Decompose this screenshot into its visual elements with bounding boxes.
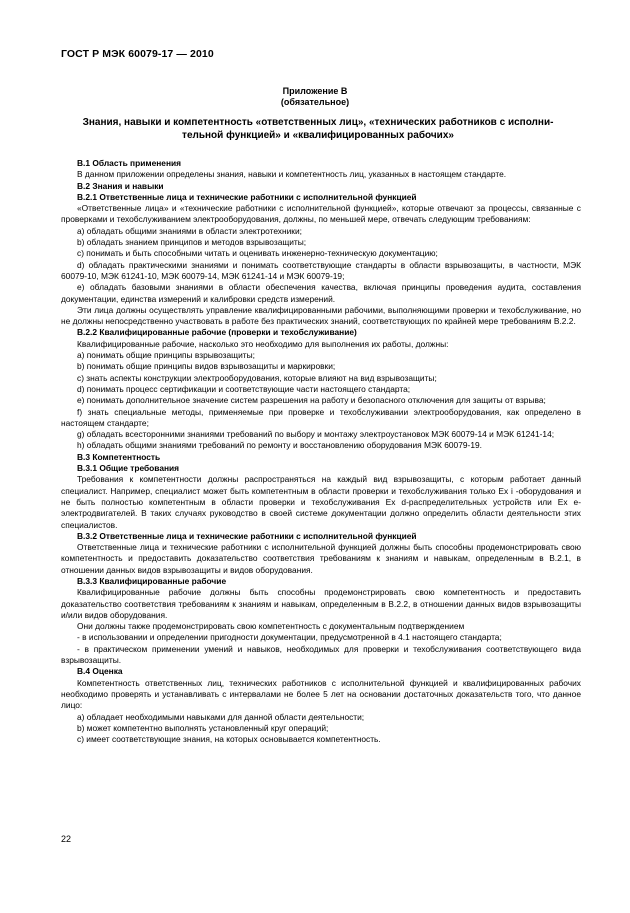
paragraph: Квалифицированные рабочие должны быть способны продемонстрировать свою компетентность и предоставить доказательство соответствия требованиям к знаниям и навыкам, определенным в В.2.2, в отношении данных видов взрывозащиты и/или видов оборудования. — [61, 587, 581, 620]
appendix-status: (обязательное) — [280, 97, 350, 107]
paragraph: Компетентность ответственных лиц, технических работников с исполнительной функцией и квалифицированных рабочих необходимо проверять и устанавливать с интервалами не более 5 лет на основании достаточных доказательств того, что данное лицо: — [61, 677, 581, 711]
paragraph: «Ответственные лица» и «технические работники с исполнительной функцией», которые отвечают за процессы, связанные с проверками и техобслуживанием электрооборудования, должны, по меньшей мере, отвечать следующим требованиям: — [61, 203, 581, 225]
paragraph: b) понимать общие принципы видов взрывозащиты и маркировки; — [77, 361, 336, 372]
paragraph: Требования к компетентности должны распространяться на каждый вид взрывозащиты, с которым работает данный специалист. Например, специалист может быть компетентным в области проверки и техобслуживания только Ех i -оборудования и не быть полностью компетентным в области проверки и техобслуживания Ех d-распределительных устройств или Ех е-электродвигателей. В таких случаях руководство в своей системе документации должно определить области деятельности этих специалистов. — [61, 474, 581, 530]
section-heading: В.2.1 Ответственные лица и технические работники с исполнительной функцией — [77, 191, 417, 202]
document-body — [61, 158, 581, 745]
section-heading: В.4 Оценка — [77, 666, 123, 677]
paragraph: c) имеет соответствующие знания, на которых основывается компетентность. — [77, 734, 381, 745]
paragraph: Квалифицированные рабочие, насколько это необходимо для выполнения их работы, должны: — [77, 338, 449, 349]
paragraph: Они должны также продемонстрировать свою компетентность с документальным подтверждением — [77, 621, 465, 632]
paragraph: b) может компетентно выполнять установленный круг операций; — [77, 722, 329, 733]
paragraph: c) понимать и быть способными читать и оценивать инженерно-техническую документацию; — [77, 248, 438, 259]
page-number: 22 — [61, 834, 72, 844]
paragraph: e) понимать дополнительное значение систем разрешения на работу и безопасного отключения для защиты от взрыва; — [77, 395, 546, 406]
main-title — [68, 116, 568, 142]
paragraph: - в использовании и определении пригодности документации, предусмотренной в 4.1 настоящего стандарта; — [77, 632, 502, 643]
appendix-title: Приложение В — [282, 86, 348, 96]
section-heading: В.2 Знания и навыки — [77, 180, 164, 191]
section-heading: В.3 Компетентность — [77, 451, 161, 462]
paragraph: f) знать специальные методы, применяемые при проверке и техобслуживании электрооборудования, как определено в настоящем стандарте; — [61, 406, 581, 428]
paragraph: Ответственные лица и технические работники с исполнительной функцией должны быть способны продемонстрировать свою компетентность и предоставить доказательство соответствия требованиям к знаниям и навыкам, определенным в В.2.1, в отношении данных видов взрывозащиты и видов оборудования. — [61, 542, 581, 575]
paragraph: a) понимать общие принципы взрывозащиты; — [77, 350, 255, 361]
paragraph: b) обладать знанием принципов и методов взрывозащиты; — [77, 237, 307, 248]
paragraph: c) знать аспекты конструкции электрооборудования, которые влияют на вид взрывозащиты; — [77, 372, 437, 383]
paragraph: a) обладает необходимыми навыками для данной области деятельности; — [77, 711, 365, 722]
paragraph: h) обладать общими знаниями требований по ремонту и восстановлению оборудования МЭК 60079-19. — [77, 440, 482, 451]
paragraph: d) понимать процесс сертификации и соответствующие части настоящего стандарта; — [77, 383, 411, 394]
section-heading: В.3.2 Ответственные лица и технические работники с исполнительной функцией — [77, 530, 417, 541]
main-title-line: Знания, навыки и компетентность «ответственных лиц», «технических работников с исполни- — [82, 117, 554, 128]
section-heading: В.1 Область применения — [77, 158, 182, 168]
main-title-line: тельной функцией» и «квалифицированных рабочих» — [182, 130, 454, 141]
paragraph: Эти лица должны осуществлять управление квалифицированными рабочими, выполняющими проверки и техобслуживание, но не должны непосредственно участвовать в работе без практических знаний, соответствующих по крайней мере требованиям В.2.2. — [61, 304, 581, 327]
paragraph: d) обладать практическими знаниями и понимать соответствующие стандарты в области взрывозащиты, в частности, МЭК 60079-10, МЭК 61241-10, МЭК 60079-14, МЭК 61241-14 и МЭК 60079-19; — [61, 259, 581, 281]
paragraph: e) обладать базовыми знаниями в области обеспечения качества, включая принципы проведения аудита, составления документации, единства измерений и калибровки средств измерений. — [61, 282, 581, 304]
document-header: ГОСТ Р МЭК 60079-17 — 2010 — [61, 48, 214, 60]
section-heading: В.2.2 Квалифицированные рабочие (проверки и техобслуживание) — [77, 327, 357, 338]
section-heading: В.3.1 Общие требования — [77, 463, 180, 474]
paragraph: g) обладать всесторонними знаниями требований по выбору и монтажу электроустановок МЭК 60079-14 и МЭК 61241-14; — [77, 429, 555, 440]
paragraph: - в практическом применении умений и навыков, необходимых для проверки и техобслуживания соответствующего вида взрывозащиты. — [61, 643, 581, 666]
paragraph: В данном приложении определены знания, навыки и компетентность лиц, указанных в настоящем стандарте. — [77, 169, 507, 180]
section-heading: В.3.3 Квалифицированные рабочие — [77, 575, 227, 586]
paragraph: a) обладать общими знаниями в области электротехники; — [77, 225, 302, 236]
